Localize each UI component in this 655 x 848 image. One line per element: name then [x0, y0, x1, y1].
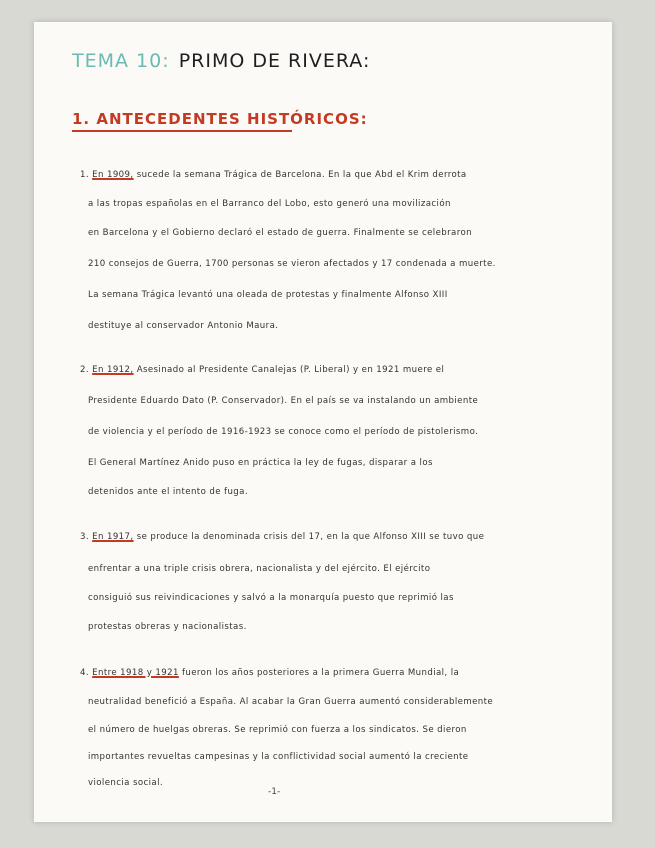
section-heading-underline: [72, 130, 292, 132]
item-date: En 1917,: [92, 532, 134, 542]
item-4-line-2: neutralidad benefició a España. Al acabar la Gran Guerra aumentó considerablemente: [88, 697, 494, 707]
title-text: PRIMO DE RIVERA:: [178, 50, 371, 72]
item-3-line-3: consiguió sus reivindicaciones y salvó a la monarquía puesto que reprimió las: [88, 593, 454, 603]
item-2-line-4: El General Martínez Anido puso en práctica la ley de fugas, disparar a los: [88, 458, 433, 468]
item-2-line-1: [80, 365, 444, 375]
item-3-line-1: [80, 532, 484, 542]
item-text: Asesinado al Presidente Canalejas (P. Liberal) y en 1921 muere el: [133, 365, 445, 375]
item-1-line-5: La semana Trágica levantó una oleada de protestas y finalmente Alfonso XIII: [88, 290, 448, 300]
item-number: 3.: [80, 532, 89, 542]
item-3-line-2: enfrentar a una triple crisis obrera, nacionalista y del ejército. El ejército: [88, 564, 431, 574]
title-topic-number: TEMA 10:: [72, 50, 170, 72]
item-date: En 1909,: [92, 170, 134, 180]
item-1-line-2: a las tropas españolas en el Barranco del Lobo, esto generó una movilización: [88, 199, 451, 209]
item-4-line-4: importantes revueltas campesinas y la conflictividad social aumentó la creciente: [88, 752, 469, 762]
item-2-line-5: detenidos ante el intento de fuga.: [88, 487, 248, 497]
item-text: sucede la semana Trágica de Barcelona. En la que Abd el Krim derrota: [133, 170, 467, 180]
section-heading: 1. ANTECEDENTES HISTÓRICOS:: [72, 110, 368, 128]
item-1-line-1: [80, 170, 467, 180]
page-title: [72, 50, 370, 72]
item-4-line-1: [80, 668, 459, 678]
item-1-line-3: en Barcelona y el Gobierno declaró el estado de guerra. Finalmente se celebraron: [88, 228, 472, 238]
item-number: 2.: [80, 365, 89, 375]
item-number: 4.: [80, 668, 89, 678]
page-number: -1-: [268, 787, 281, 797]
item-text: se produce la denominada crisis del 17, en la que Alfonso XIII se tuvo que: [133, 532, 485, 542]
item-number: 1.: [80, 170, 89, 180]
item-4-line-5: violencia social.: [88, 778, 163, 788]
item-date: En 1912,: [92, 365, 134, 375]
item-2-line-2: Presidente Eduardo Dato (P. Conservador). En el país se va instalando un ambiente: [88, 396, 479, 406]
item-1-line-6: destituye al conservador Antonio Maura.: [88, 321, 279, 331]
item-2-line-3: de violencia y el período de 1916-1923 se conoce como el período de pistolerismo.: [88, 427, 479, 437]
item-date: Entre 1918 y 1921: [92, 668, 179, 678]
item-3-line-4: protestas obreras y nacionalistas.: [88, 622, 247, 632]
item-text: fueron los años posteriores a la primera Guerra Mundial, la: [178, 668, 460, 678]
item-1-line-4: 210 consejos de Guerra, 1700 personas se vieron afectados y 17 condenada a muerte.: [88, 259, 496, 269]
item-4-line-3: el número de huelgas obreras. Se reprimió con fuerza a los sindicatos. Se dieron: [88, 725, 467, 735]
